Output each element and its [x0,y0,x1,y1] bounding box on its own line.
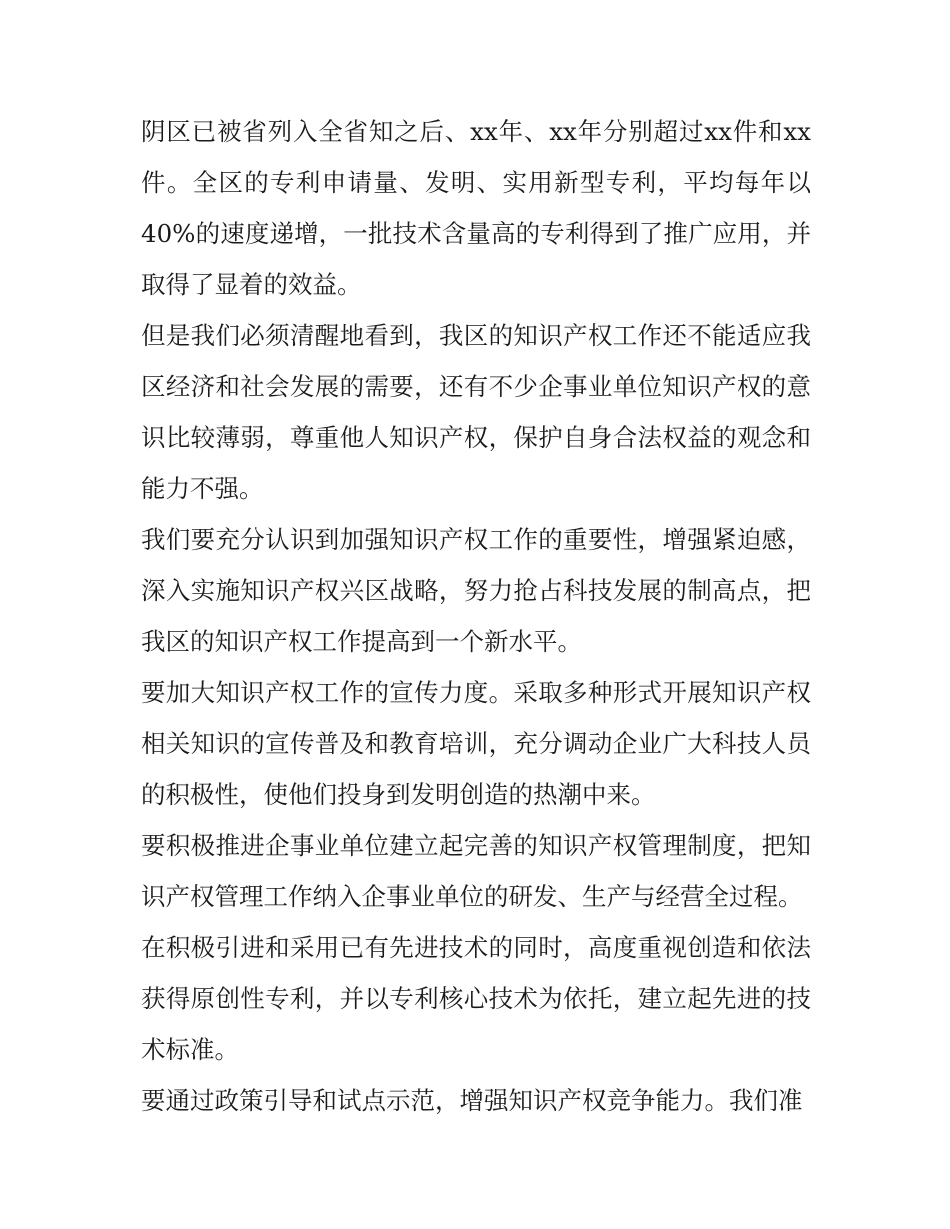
paragraph-2: 但是我们必须清醒地看到，我区的知识产权工作还不能适应我区经济和社会发展的需要，还有不少企事业单位知识产权的意识比较薄弱，尊重他人知识产权，保护自身合法权益的观念和能力不强。 [141,321,811,503]
paragraph-5: 要积极推进企事业单位建立起完善的知识产权管理制度，把知识产权管理工作纳入企事业单位的研发、生产与经营全过程。 [141,831,811,911]
paragraph-1: 阴区已被省列入全省知之后、xx年、xx年分别超过xx件和xx件。全区的专利申请量、发明、实用新型专利，平均每年以40%的速度递增，一批技术含量高的专利得到了推广应用，并取得了显着的效益。 [141,117,811,299]
paragraph-7: 要通过政策引导和试点示范，增强知识产权竞争能力。我们准 [141,1086,803,1115]
paragraph-3: 我们要充分认识到加强知识产权工作的重要性，增强紧迫感，深入实施知识产权兴区战略，努力抢占科技发展的制高点，把我区的知识产权工作提高到一个新水平。 [141,525,811,656]
paragraph-6: 在积极引进和采用已有先进技术的同时，高度重视创造和依法获得原创性专利，并以专利核心技术为依托，建立起先进的技术标准。 [141,933,811,1064]
document-body [141,106,811,1126]
paragraph-4: 要加大知识产权工作的宣传力度。采取多种形式开展知识产权相关知识的宣传普及和教育培训，充分调动企业广大科技人员的积极性，使他们投身到发明创造的热潮中来。 [141,678,811,809]
